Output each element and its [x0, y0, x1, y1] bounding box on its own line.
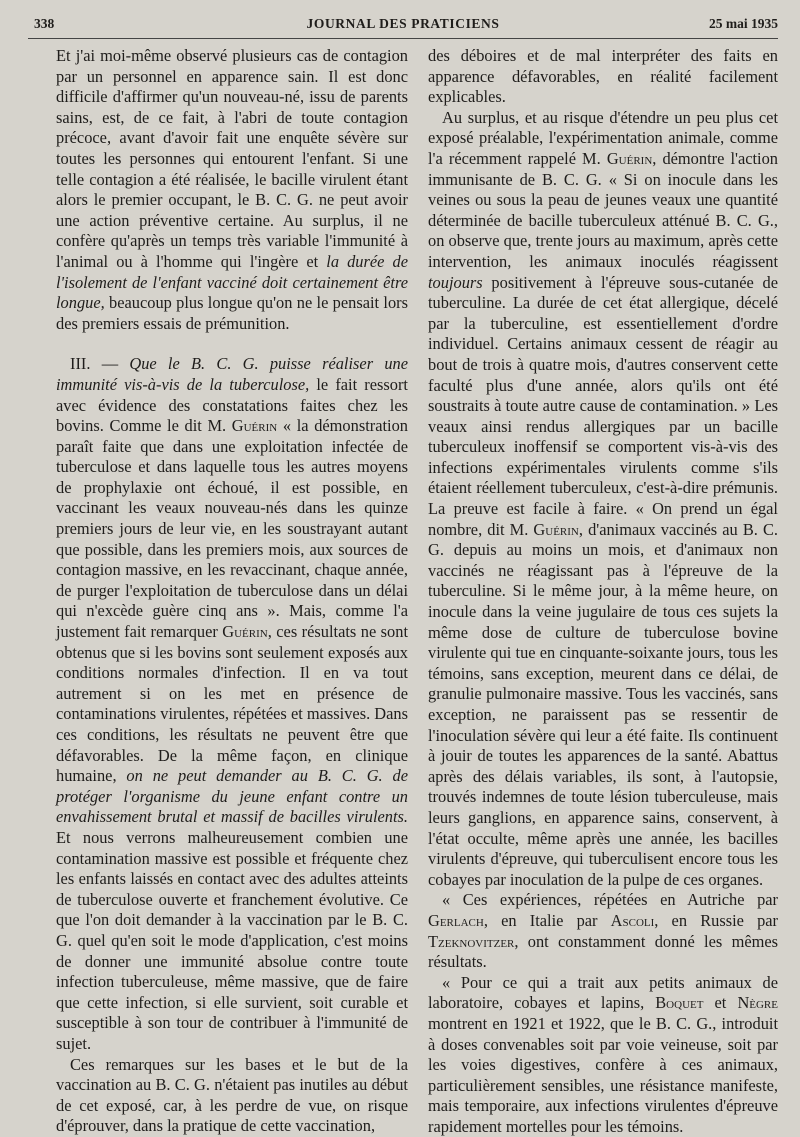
text-run: , démontre l'action immunisante de B. C. G. « Si on inocule dans les veines ou sous la peau de jeunes veaux une quantité déterminée de bacille tuberculeux atténué B. C. G., on observe que, trente jours au maximum, après cette intervention, les animaux inoculés réagissent [428, 148, 778, 271]
author-name: Guérin [606, 148, 653, 168]
text-run: « Ces expériences, répétées en Autriche par [442, 890, 778, 910]
right-column [428, 46, 778, 1137]
author-name: Ascoli [610, 910, 655, 930]
text-run: , d'animaux vaccinés au B. C. G. depuis au moins un mois, et d'animaux non vaccinés ne réagissant pas à l'épreuve de la tuberculine. Si le même jour, à la même heure, on inocule dans la veine jugulaire de tous ces sujets la même dose de culture de tuberculose bovine virulente qui tue en cinquante-soixante jours, tous les témoins, sans exception, meurent dans ce délai, de granulie pulmonaire massive. Tous les vaccinés, sans exception, ne paraissent pas se ressentir de l'inoculation sévère qui leur a été faite. Ils continuent à jouir de toutes les apparences de la santé. Abattus après des délais variables, ils sont, à l'autopsie, trouvés indemnes de toute lésion tuberculeuse, mais leurs ganglions, en apparence sains, conservent, à l'état occulte, même après une année, les bacilles virulents d'épreuve, qui tuberculisent encore tous les cobayes par inoculation de la pulpe de ces organes. [428, 519, 778, 889]
text-run: , en Italie par [483, 910, 611, 930]
emphasis-text: toujours [428, 272, 483, 292]
journal-title: JOURNAL DES PRATICIENS [306, 16, 500, 31]
text-run: Et nous verrons malheureusement combien une contamination massive est possible et fréquente chez les enfants laissés en contact avec des adultes atteints de tuberculose ouverte et franchement évolutive. Ce que l'on doit demander à la vaccination par le B. C. G. quel qu'en soit le mode d'application, c'est moins de donner une immunité absolue contre toute infection tuberculeuse, même massive, que de faire que cette infection, si elle survient, soit curable et susceptible à son tour de contribuer à l'immunité de sujet. [56, 827, 408, 1053]
right-paragraph-1 [428, 46, 778, 108]
author-name: Tzeknovitzer [428, 931, 515, 951]
right-paragraph-2 [428, 108, 778, 891]
text-run: Ces remarques sur les bases et le but de la vaccination au B. C. G. n'étaient pas inutiles au début de cet exposé, car, à les perdre de vue, on risque d'éprouver, dans la pratique de cette vaccination, [56, 1054, 408, 1136]
text-run: beaucoup plus longue qu'on ne le pensait lors des premiers essais de prémunition. [56, 293, 408, 333]
text-run: montrent en 1921 et 1922, que le B. C. G., introduit à doses convenables soit par voie veineuse, soit par les voies digestives, confère à ces animaux, particulièrement sensibles, une résistance manifeste, mais temporaire, aux infections virulentes d'épreuve rapidement mortelles pour les témoins. [428, 1013, 778, 1136]
section-heading-emphasis: Que le B. C. G. puisse réaliser une immunité vis-à-vis de la tuberculose, [56, 354, 408, 394]
issue-date: 25 mai 1935 [709, 16, 778, 31]
text-run: Au surplus, et au risque d'étendre un peu plus cet exposé préalable, l'expérimentation animale, comme l'a récemment rappelé M. [428, 107, 778, 168]
text-run: « la démonstration paraît faite que dans une exploitation infectée de tuberculose et dans laquelle tous les autres moyens de prophylaxie ont échoué, il est possible, en vaccinant les veaux nouveau-nés dans les quinze premiers jours de leur vie, en les soustrayant autant que possible, dans les premiers mois, aux sources de contagion massive, en les revaccinant, chaque année, de purger l'exploitation de tuberculose dans un délai qui n'excède guère cinq ans ». Mais, comme l'a justement fait remarquer [56, 416, 408, 642]
emphasis-text: on ne peut demander au B. C. G. de protéger l'organisme du jeune enfant contre un envahissement brutal et massif de bacilles virulents. [56, 766, 409, 827]
right-paragraph-3 [428, 890, 778, 972]
text-run: , ces résultats ne sont obtenus que si les bovins sont seulement exposés aux conditions normales d'infection. Il en va tout autrement si on les met en présence de contaminations virulentes, répétées et massives. Dans ces conditions, les résultats ne peuvent être que défavorables. De la même façon, en clinique humaine, [56, 622, 408, 786]
left-paragraph-3 [56, 1055, 408, 1137]
text-run: et [703, 993, 738, 1013]
text-run: , en Russie par [654, 910, 778, 930]
left-paragraph-section-3 [56, 354, 408, 1054]
author-name: Guérin [231, 416, 278, 436]
text-run: Et j'ai moi-même observé plusieurs cas de contagion par un personnel en apparence sain. Il est donc difficile d'affirmer qu'un nouveau-né, issu de parents sains, est, de ce fait, à l'abri de toute contagion précoce, avant d'avoir fait une enquête sévère sur toutes les personnes qui entourent l'enfant. Si une telle contagion a été réalisée, le bacille virulent étant alors le premier occupant, le B. C. G. ne peut avoir une action préventive certaine. Au surplus, il ne confère qu'après un temps très variable l'immunité à l'animal ou à l'homme qui l'ingère et [56, 46, 408, 271]
author-name: Guérin [533, 519, 579, 539]
text-run: « Pour ce qui a trait aux petits animaux de laboratoire, cobayes et lapins, [428, 972, 778, 1013]
running-header [28, 14, 778, 39]
left-column [56, 46, 408, 1137]
author-name: Gerlach [428, 910, 484, 930]
text-run: le fait ressort avec évidence des constatations faites chez les bovins. Comme le dit M. [56, 374, 408, 436]
section-number: III. — [70, 354, 130, 374]
emphasis-text: la durée de l'isolement de l'enfant vacciné doit certainement être longue, [56, 251, 408, 313]
text-run: positivement à l'épreuve sous-cutanée de tuberculine. La durée de cet état allergique, décelé par la tuberculine, est essentiellement d'ordre individuel. Certains animaux cessent de réagir au bout de trois à quatre mois, d'autres conservent cette faculté plus d'une année, alors qu'ils ont été soustraits à toute autre cause de contamination. » Les veaux ainsi rendus allergiques par un bacille tuberculeux inoffensif se comportent vis-à-vis des infections expérimentales virulents comme s'ils étaient réellement tuberculeux, c'est-à-dire prémunis. La preuve est facile à faire. « On prend un égal nombre, dit M. [428, 272, 778, 539]
text-run: , ont constamment donné les mêmes résultats. [428, 931, 778, 972]
right-paragraph-4 [428, 973, 778, 1137]
page-number: 338 [34, 16, 55, 31]
left-paragraph-1 [56, 46, 408, 334]
author-name: Guérin [222, 622, 268, 642]
text-run: des déboires et de mal interpréter des faits en apparence défavorables, en réalité facilement explicables. [428, 46, 778, 107]
author-name: Nègre [737, 993, 778, 1013]
author-name: Boquet [655, 993, 704, 1013]
